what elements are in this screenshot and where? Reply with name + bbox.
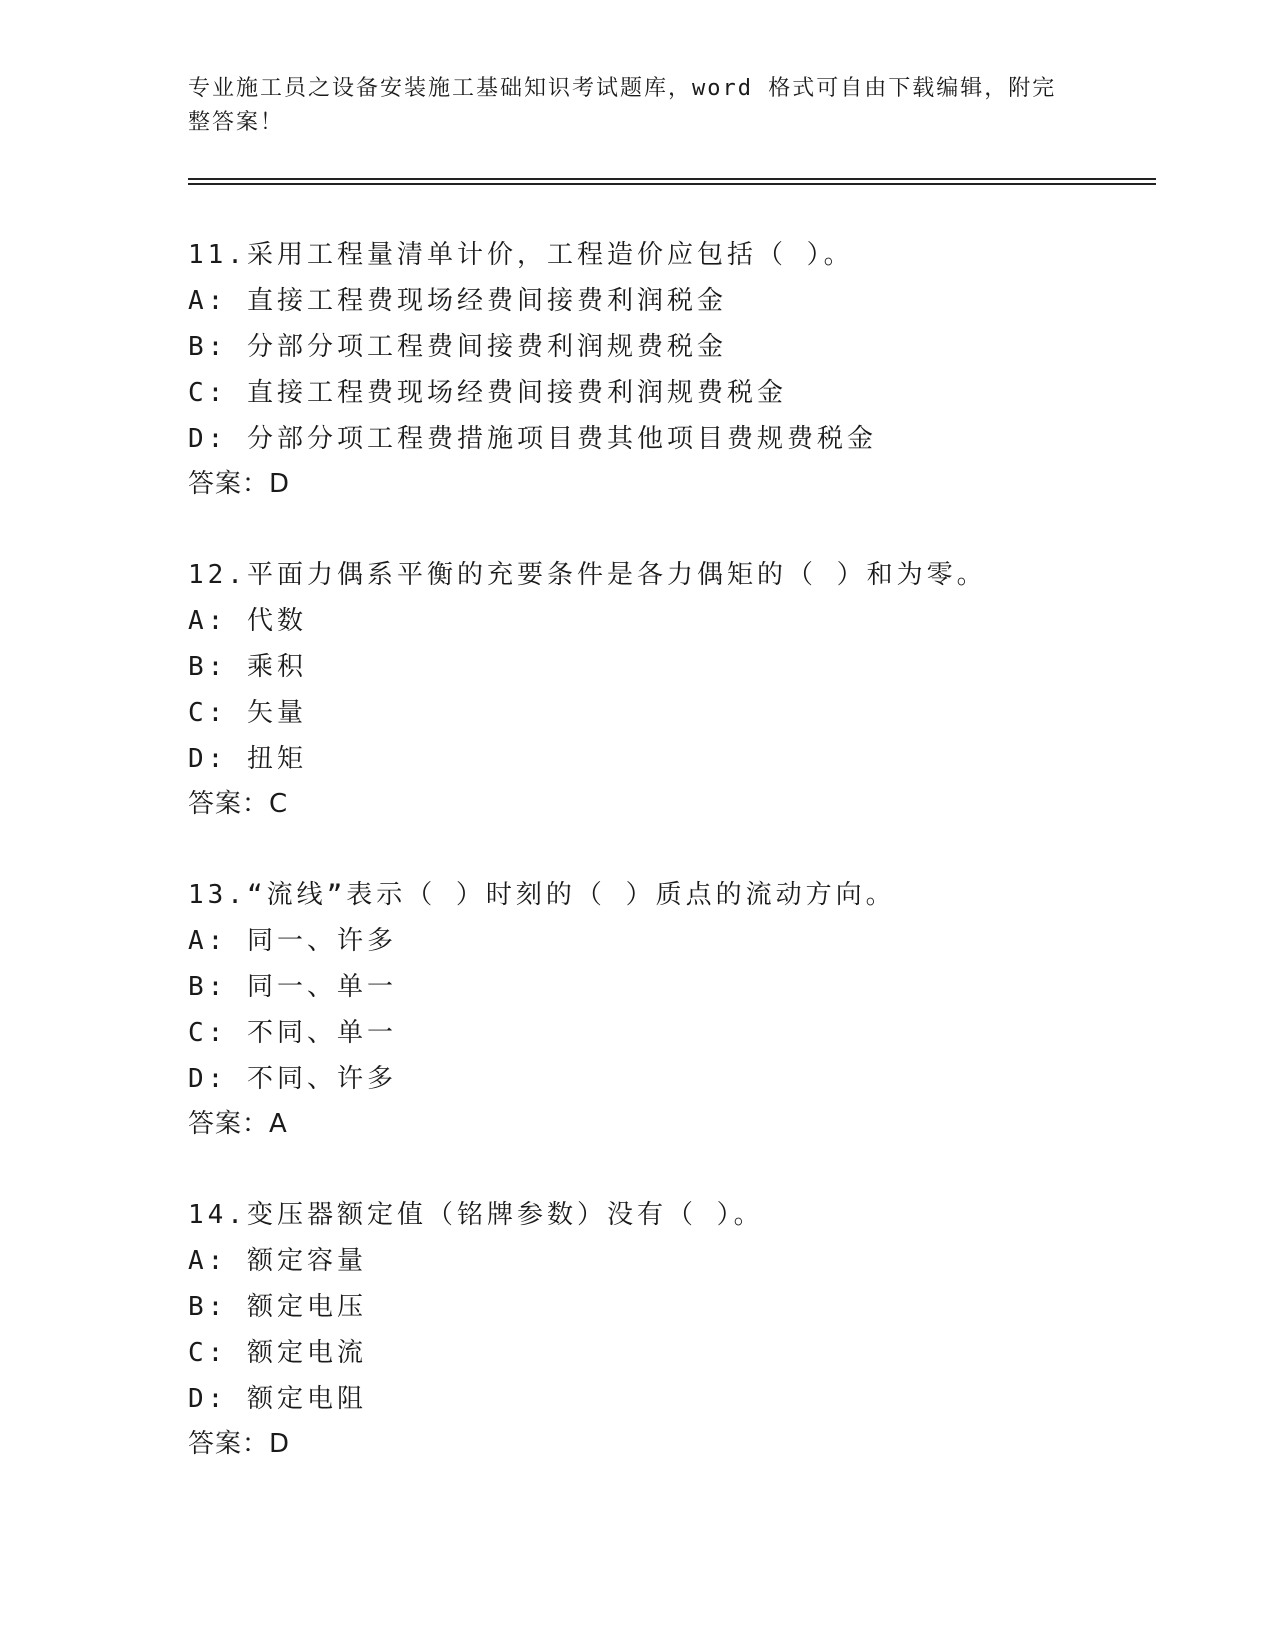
option-a: A: 额定容量 (188, 1246, 367, 1276)
option-b: B: 同一、单一 (188, 972, 397, 1002)
header-line-2: 整答案！ (188, 110, 285, 135)
question-stem: 14.变压器额定值（铭牌参数）没有（ ）。 (188, 1200, 764, 1230)
question-13 (188, 872, 1148, 1146)
question-stem: 12.平面力偶系平衡的充要条件是各力偶矩的（ ）和为零。 (188, 560, 987, 590)
header-divider-top (188, 178, 1156, 180)
option-c: C: 额定电流 (188, 1338, 367, 1368)
header-divider-bottom (188, 183, 1156, 185)
option-c: C: 不同、单一 (188, 1018, 397, 1048)
option-a: A: 同一、许多 (188, 926, 397, 956)
document-header (188, 72, 1068, 140)
option-d: D: 分部分项工程费措施项目费其他项目费规费税金 (188, 424, 877, 454)
option-c: C: 矢量 (188, 698, 307, 728)
answer-label: 答案：D (188, 469, 291, 499)
option-b: B: 额定电压 (188, 1292, 367, 1322)
answer-label: 答案：C (188, 789, 289, 819)
question-list (188, 232, 1148, 1512)
question-11 (188, 232, 1148, 506)
header-line-1: 专业施工员之设备安装施工基础知识考试题库，word 格式可自由下载编辑，附完 (188, 76, 1057, 101)
option-a: A: 直接工程费现场经费间接费利润税金 (188, 286, 727, 316)
option-c: C: 直接工程费现场经费间接费利润规费税金 (188, 378, 787, 408)
option-a: A: 代数 (188, 606, 307, 636)
option-d: D: 额定电阻 (188, 1384, 367, 1414)
option-b: B: 分部分项工程费间接费利润规费税金 (188, 332, 727, 362)
question-12 (188, 552, 1148, 826)
answer-label: 答案：D (188, 1429, 291, 1459)
option-b: B: 乘积 (188, 652, 307, 682)
question-14 (188, 1192, 1148, 1466)
question-stem: 11.采用工程量清单计价，工程造价应包括（ ）。 (188, 240, 854, 270)
option-d: D: 不同、许多 (188, 1064, 397, 1094)
answer-label: 答案：A (188, 1109, 288, 1139)
option-d: D: 扭矩 (188, 744, 307, 774)
question-stem: 13.“流线”表示（ ）时刻的（ ）质点的流动方向。 (188, 880, 896, 910)
